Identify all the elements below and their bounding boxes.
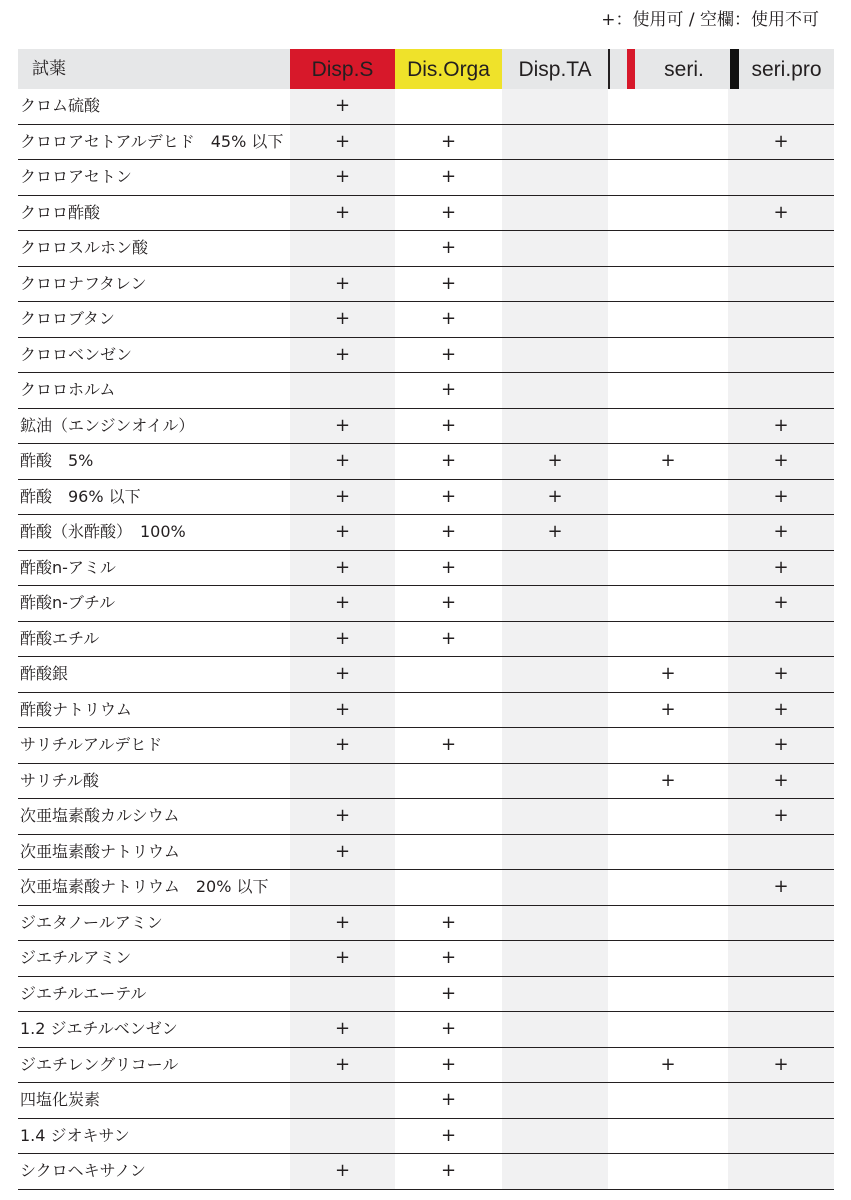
compat-cell: +	[395, 444, 502, 479]
compat-cell: +	[290, 125, 395, 160]
table-row	[18, 160, 834, 196]
compat-cell	[608, 480, 728, 515]
compat-cell	[608, 231, 728, 266]
reagent-name: クロロアセトン	[20, 167, 132, 186]
compat-cell: +	[728, 125, 834, 160]
compat-cell	[728, 338, 834, 373]
header-seri	[608, 49, 728, 89]
compat-cell: +	[290, 1012, 395, 1047]
compat-cell	[608, 515, 728, 550]
compat-cell	[608, 125, 728, 160]
table-row	[18, 1119, 834, 1155]
compat-cell	[502, 1119, 608, 1154]
compatibility-table	[18, 49, 834, 1190]
reagent-name: 四塩化炭素	[20, 1090, 101, 1109]
compat-cell	[502, 799, 608, 834]
compat-cell	[608, 728, 728, 763]
table-row	[18, 764, 834, 800]
reagent-name: 鉱油（エンジンオイル）	[20, 415, 195, 435]
black-brand-mark	[730, 49, 739, 89]
compat-cell: +	[608, 693, 728, 728]
header-dis-orga: Dis.Orga	[395, 49, 502, 89]
compat-cell	[502, 231, 608, 266]
compat-cell: +	[395, 231, 502, 266]
compat-cell: +	[728, 728, 834, 763]
compat-cell	[608, 799, 728, 834]
compat-cell	[728, 622, 834, 657]
compat-cell: +	[395, 267, 502, 302]
compat-cell	[608, 267, 728, 302]
compat-cell: +	[290, 693, 395, 728]
compat-cell: +	[608, 764, 728, 799]
compat-cell: +	[290, 728, 395, 763]
reagent-name: 1.2 ジエチルベンゼン	[20, 1019, 178, 1038]
compat-cell	[502, 1048, 608, 1083]
compat-cell	[728, 302, 834, 337]
compat-cell: +	[395, 977, 502, 1012]
table-row	[18, 1012, 834, 1048]
compat-cell	[395, 693, 502, 728]
reagent-name: 酢酸n-アミル	[20, 557, 116, 577]
compat-cell	[608, 977, 728, 1012]
table-row	[18, 125, 834, 161]
compat-cell: +	[290, 657, 395, 692]
reagent-name: クロム硫酸	[20, 96, 101, 115]
compat-cell	[728, 89, 834, 124]
compat-cell	[608, 1012, 728, 1047]
reagent-name: 酢酸 5%	[20, 451, 94, 470]
compat-cell	[728, 1119, 834, 1154]
compat-cell: +	[395, 515, 502, 550]
divider-mark	[608, 49, 610, 89]
reagent-name: クロロナフタレン	[20, 273, 147, 293]
compat-cell: +	[395, 622, 502, 657]
compat-cell: +	[290, 515, 395, 550]
table-row	[18, 906, 834, 942]
compat-cell	[395, 657, 502, 692]
compat-cell	[395, 870, 502, 905]
compat-cell: +	[395, 338, 502, 373]
compat-cell: +	[290, 444, 395, 479]
compat-cell: +	[290, 1154, 395, 1189]
compat-cell: +	[395, 125, 502, 160]
compat-cell: +	[502, 444, 608, 479]
compat-cell: +	[502, 515, 608, 550]
table-row	[18, 373, 834, 409]
compat-cell: +	[290, 302, 395, 337]
compat-cell	[608, 941, 728, 976]
compat-cell	[728, 1012, 834, 1047]
table-row	[18, 622, 834, 658]
compat-cell: +	[290, 160, 395, 195]
reagent-name: クロロ酢酸	[20, 202, 101, 222]
compat-cell	[608, 89, 728, 124]
compat-cell	[502, 1083, 608, 1118]
compat-cell	[290, 231, 395, 266]
compat-cell: +	[290, 941, 395, 976]
compat-cell	[290, 977, 395, 1012]
compat-cell: +	[608, 1048, 728, 1083]
table-row	[18, 1083, 834, 1119]
compat-cell	[290, 870, 395, 905]
table-row	[18, 586, 834, 622]
compat-cell: +	[290, 338, 395, 373]
compat-cell	[608, 1119, 728, 1154]
reagent-name: 酢酸ナトリウム	[20, 699, 132, 719]
legend: +：使用可 / 空欄：使用不可	[601, 10, 819, 30]
compat-cell: +	[728, 693, 834, 728]
reagent-name: ジエタノールアミン	[20, 912, 163, 932]
compat-cell: +	[395, 160, 502, 195]
compat-cell	[290, 764, 395, 799]
compat-cell: +	[728, 799, 834, 834]
header-seri-label: seri.	[664, 58, 704, 81]
compat-cell	[502, 551, 608, 586]
table-row	[18, 835, 834, 871]
reagent-name: 酢酸n-ブチル	[20, 593, 116, 612]
compat-cell	[502, 125, 608, 160]
header-disp-ta: Disp.TA	[518, 58, 592, 81]
compat-cell: +	[290, 835, 395, 870]
table-row	[18, 870, 834, 906]
compat-cell	[608, 622, 728, 657]
compat-cell	[502, 906, 608, 941]
compat-cell	[502, 941, 608, 976]
table-row	[18, 89, 834, 125]
compat-cell: +	[290, 622, 395, 657]
reagent-name: ジエチルエーテル	[20, 983, 147, 1003]
compat-cell	[290, 1119, 395, 1154]
compat-cell	[728, 1083, 834, 1118]
compat-cell	[728, 267, 834, 302]
compat-cell: +	[728, 480, 834, 515]
header-reagent: 試薬	[32, 59, 66, 79]
reagent-name: クロロブタン	[20, 309, 115, 328]
compat-cell	[502, 196, 608, 231]
table-row	[18, 1154, 834, 1190]
compat-cell	[608, 1083, 728, 1118]
table-row	[18, 728, 834, 764]
reagent-name: ジエチルアミン	[20, 948, 132, 967]
compat-cell	[608, 338, 728, 373]
compat-cell: +	[728, 515, 834, 550]
compat-cell	[502, 764, 608, 799]
table-row	[18, 196, 834, 232]
compat-cell	[608, 906, 728, 941]
compat-cell: +	[290, 551, 395, 586]
compat-cell	[502, 302, 608, 337]
reagent-name: クロロベンゼン	[20, 344, 133, 364]
compat-cell: +	[290, 586, 395, 621]
compat-cell	[502, 835, 608, 870]
compat-cell	[502, 338, 608, 373]
table-row	[18, 515, 834, 551]
compat-cell: +	[290, 196, 395, 231]
compat-cell	[608, 586, 728, 621]
table-row	[18, 977, 834, 1013]
table-body	[18, 89, 834, 1190]
table-row	[18, 941, 834, 977]
compat-cell: +	[728, 870, 834, 905]
header-seri-pro	[728, 49, 834, 89]
compat-cell: +	[395, 1154, 502, 1189]
compat-cell	[502, 870, 608, 905]
reagent-name: ジエチレングリコール	[20, 1054, 179, 1074]
compat-cell: +	[290, 409, 395, 444]
reagent-name: 酢酸（氷酢酸） 100%	[20, 522, 186, 541]
reagent-name: 次亜塩素酸ナトリウム 20% 以下	[20, 877, 269, 896]
compat-cell: +	[395, 1083, 502, 1118]
table-header	[18, 49, 834, 89]
compat-cell	[395, 89, 502, 124]
compat-cell: +	[728, 586, 834, 621]
reagent-name: クロロホルム	[20, 380, 116, 399]
compat-cell	[502, 373, 608, 408]
compat-cell: +	[290, 267, 395, 302]
compat-cell: +	[728, 1048, 834, 1083]
compat-cell	[502, 657, 608, 692]
compat-cell	[608, 551, 728, 586]
compat-cell: +	[290, 480, 395, 515]
compat-cell	[502, 409, 608, 444]
table-row	[18, 409, 834, 445]
compat-cell: +	[395, 480, 502, 515]
compat-cell: +	[728, 551, 834, 586]
compat-cell: +	[608, 444, 728, 479]
compat-cell: +	[395, 302, 502, 337]
compat-cell	[502, 693, 608, 728]
table-row	[18, 693, 834, 729]
compat-cell	[395, 799, 502, 834]
table-row	[18, 302, 834, 338]
compat-cell	[502, 728, 608, 763]
reagent-name: サリチル酸	[20, 770, 99, 790]
compat-cell: +	[290, 906, 395, 941]
reagent-name: 酢酸エチル	[20, 628, 100, 648]
compat-cell	[608, 302, 728, 337]
compat-cell	[608, 409, 728, 444]
compat-cell: +	[395, 1048, 502, 1083]
reagent-name: シクロヘキサノン	[20, 1161, 146, 1180]
compat-cell	[502, 977, 608, 1012]
table-row	[18, 267, 834, 303]
compat-cell	[728, 977, 834, 1012]
reagent-name: 1.4 ジオキサン	[20, 1125, 130, 1145]
compat-cell	[608, 196, 728, 231]
compat-cell	[608, 373, 728, 408]
compat-cell	[728, 941, 834, 976]
compat-cell: +	[290, 799, 395, 834]
reagent-name: 酢酸 96% 以下	[20, 486, 141, 506]
table-row	[18, 657, 834, 693]
reagent-name: 次亜塩素酸ナトリウム	[20, 841, 180, 861]
compat-cell: +	[395, 906, 502, 941]
compat-cell	[608, 870, 728, 905]
compat-cell: +	[395, 941, 502, 976]
table-row	[18, 338, 834, 374]
compat-cell: +	[290, 89, 395, 124]
compat-cell: +	[395, 409, 502, 444]
compat-cell: +	[728, 657, 834, 692]
compat-cell: +	[395, 1119, 502, 1154]
compat-cell: +	[728, 444, 834, 479]
compat-cell	[608, 835, 728, 870]
compat-cell	[728, 1154, 834, 1189]
compat-cell: +	[395, 1012, 502, 1047]
compat-cell	[290, 373, 395, 408]
table-row	[18, 551, 834, 587]
compat-cell	[502, 1154, 608, 1189]
compat-cell: +	[395, 196, 502, 231]
compat-cell	[728, 231, 834, 266]
compat-cell: +	[728, 196, 834, 231]
compat-cell: +	[608, 657, 728, 692]
compat-cell	[728, 160, 834, 195]
table-row	[18, 231, 834, 267]
compat-cell: +	[728, 409, 834, 444]
compat-cell: +	[290, 1048, 395, 1083]
compat-cell: +	[502, 480, 608, 515]
reagent-name: クロロスルホン酸	[20, 238, 149, 257]
compat-cell	[502, 586, 608, 621]
reagent-name: クロロアセトアルデヒド 45% 以下	[20, 131, 284, 151]
compat-cell: +	[728, 764, 834, 799]
compat-cell	[608, 160, 728, 195]
table-row	[18, 1048, 834, 1084]
compat-cell	[728, 835, 834, 870]
compat-cell	[728, 906, 834, 941]
header-seri-pro-label: seri.pro	[751, 58, 822, 81]
header-disp-s: Disp.S	[290, 49, 395, 89]
compat-cell	[728, 373, 834, 408]
compat-cell	[502, 267, 608, 302]
compat-cell	[395, 764, 502, 799]
compat-cell	[502, 622, 608, 657]
compat-cell	[502, 160, 608, 195]
compat-cell	[395, 835, 502, 870]
reagent-name: サリチルアルデヒド	[20, 735, 163, 754]
red-brand-mark	[627, 49, 635, 89]
compat-cell: +	[395, 551, 502, 586]
reagent-name: 次亜塩素酸カルシウム	[20, 806, 180, 825]
compat-cell: +	[395, 728, 502, 763]
compat-cell: +	[395, 373, 502, 408]
table-row	[18, 444, 834, 480]
reagent-name: 酢酸銀	[20, 664, 69, 683]
compat-cell	[608, 1154, 728, 1189]
table-row	[18, 480, 834, 516]
compat-cell: +	[395, 586, 502, 621]
compat-cell	[502, 89, 608, 124]
table-row	[18, 799, 834, 835]
compat-cell	[290, 1083, 395, 1118]
compat-cell	[502, 1012, 608, 1047]
